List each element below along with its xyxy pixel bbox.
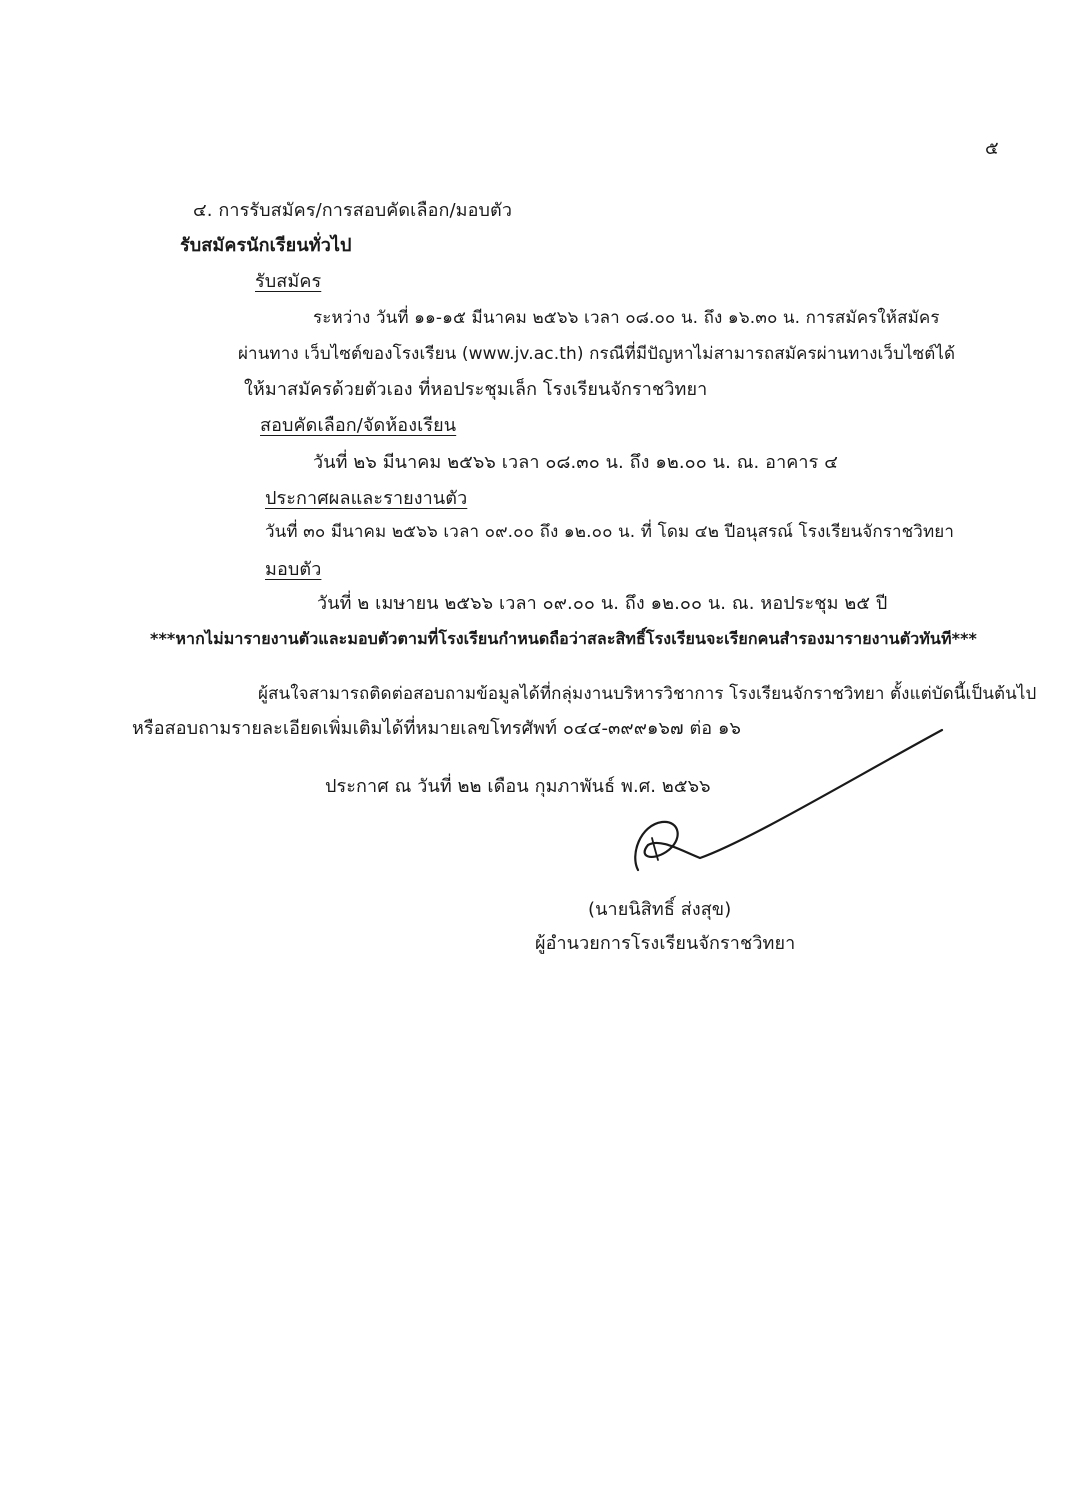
signatory-position: ผู้อำนวยการโรงเรียนจักราชวิทยา [535,933,796,954]
signature-image [600,720,960,890]
apply-title: รับสมัคร [255,271,322,292]
section-heading: ๔. การรับสมัคร/การสอบคัดเลือก/มอบตัว [193,200,513,221]
exam-line-1: วันที่ ๒๖ มีนาคม ๒๕๖๖ เวลา ๐๘.๓๐ น. ถึง ๑๒.๐๐ น. ณ. อาคาร ๔ [313,452,838,473]
report-title: มอบตัว [265,559,322,580]
apply-line-2: ผ่านทาง เว็บไซต์ของโรงเรียน (www.jv.ac.th) กรณีที่มีปัญหาไม่สามารถสมัครผ่านทางเว็บไซต์ได้ [238,344,956,364]
apply-line-3: ให้มาสมัครด้วยตัวเอง ที่หอประชุมเล็ก โรงเรียนจักราชวิทยา [244,379,708,400]
announce-title: ประกาศผลและรายงานตัว [265,488,468,509]
contact-line-2: หรือสอบถามรายละเอียดเพิ่มเติมได้ที่หมายเลขโทรศัพท์ ๐๔๔-๓๙๙๑๖๗ ต่อ ๑๖ [132,718,742,739]
announcement-date: ประกาศ ณ วันที่ ๒๒ เดือน กุมภาพันธ์ พ.ศ. ๒๕๖๖ [325,776,711,797]
page-number: ๕ [985,138,999,159]
apply-line-1: ระหว่าง วันที่ ๑๑-๑๕ มีนาคม ๒๕๖๖ เวลา ๐๘.๐๐ น. ถึง ๑๖.๓๐ น. การสมัครให้สมัคร [313,308,940,328]
announce-line-1: วันที่ ๓๐ มีนาคม ๒๕๖๖ เวลา ๐๙.๐๐ ถึง ๑๒.๐๐ น. ที่ โดม ๔๒ ปีอนุสรณ์ โรงเรียนจักราชวิทยา [265,522,954,542]
signatory-name: (นายนิสิทธิ์ ส่งสุข) [588,899,732,920]
contact-line-1: ผู้สนใจสามารถติดต่อสอบถามข้อมูลได้ที่กลุ่มงานบริหารวิชาการ โรงเรียนจักราชวิทยา ตั้งแต่บัดนี้เป็นต้นไป [258,684,1037,704]
warning-notice: ***หากไม่มารายงานตัวและมอบตัวตามที่โรงเรียนกำหนดถือว่าสละสิทธิ์โรงเรียนจะเรียกคนสำรองมารายงานตัวทันที*** [150,629,978,648]
section-subheading: รับสมัครนักเรียนทั่วไป [180,235,352,256]
report-line-1: วันที่ ๒ เมษายน ๒๕๖๖ เวลา ๐๙.๐๐ น. ถึง ๑๒.๐๐ น. ณ. หอประชุม ๒๕ ปี [317,593,888,614]
exam-title: สอบคัดเลือก/จัดห้องเรียน [260,415,457,436]
